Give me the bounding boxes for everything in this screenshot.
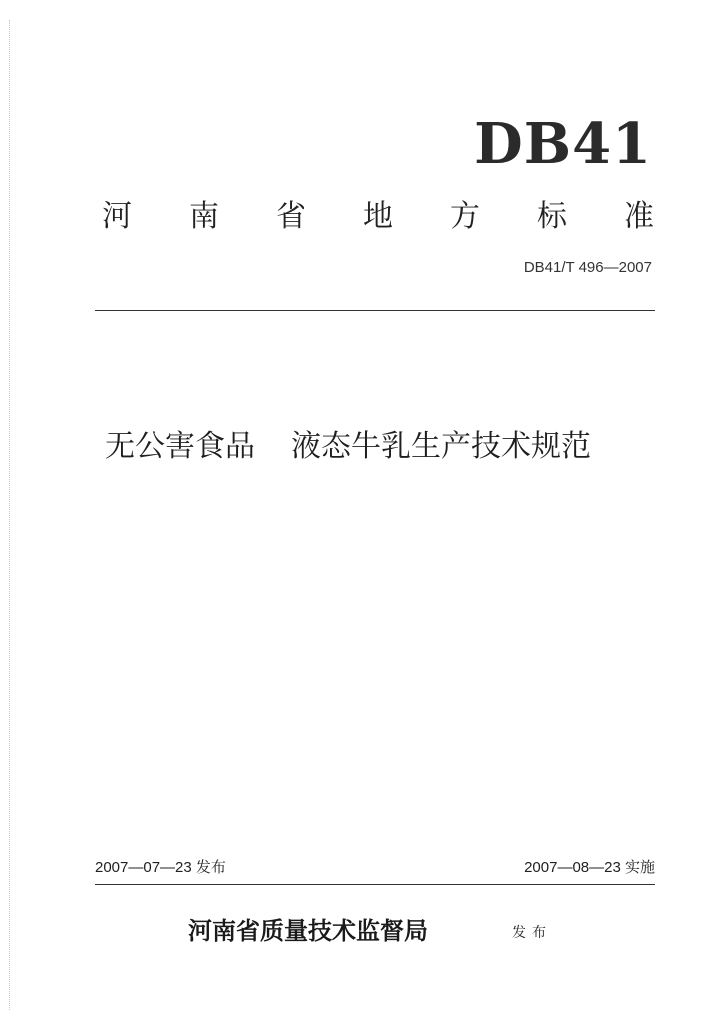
footer-divider bbox=[95, 884, 655, 885]
document-title bbox=[105, 429, 591, 464]
standard-type-char: 省 bbox=[276, 199, 306, 234]
title-part-2: 液态牛乳生产技术规范 bbox=[291, 429, 591, 464]
standard-number: DB41/T 496—2007 bbox=[523, 259, 652, 276]
effective-date: 2007—08—23 实施 bbox=[524, 859, 655, 876]
standard-type-char: 方 bbox=[450, 199, 480, 234]
title-part-1: 无公害食品 bbox=[105, 429, 255, 464]
standard-type bbox=[102, 199, 654, 234]
issue-date: 2007—07—23 发布 bbox=[95, 859, 226, 876]
standard-type-char: 河 bbox=[102, 199, 132, 234]
standard-type-char: 标 bbox=[537, 199, 567, 234]
date-row bbox=[95, 860, 655, 875]
standard-type-char: 地 bbox=[363, 199, 393, 234]
standard-type-char: 准 bbox=[624, 199, 654, 234]
issuer-suffix: 发布 bbox=[512, 925, 552, 941]
standard-type-char: 南 bbox=[189, 199, 219, 234]
header-divider bbox=[95, 310, 655, 311]
standard-code: DB41 bbox=[474, 111, 652, 177]
scan-edge bbox=[9, 20, 10, 1010]
issuing-authority: 河南省质量技术监督局 bbox=[188, 916, 428, 945]
